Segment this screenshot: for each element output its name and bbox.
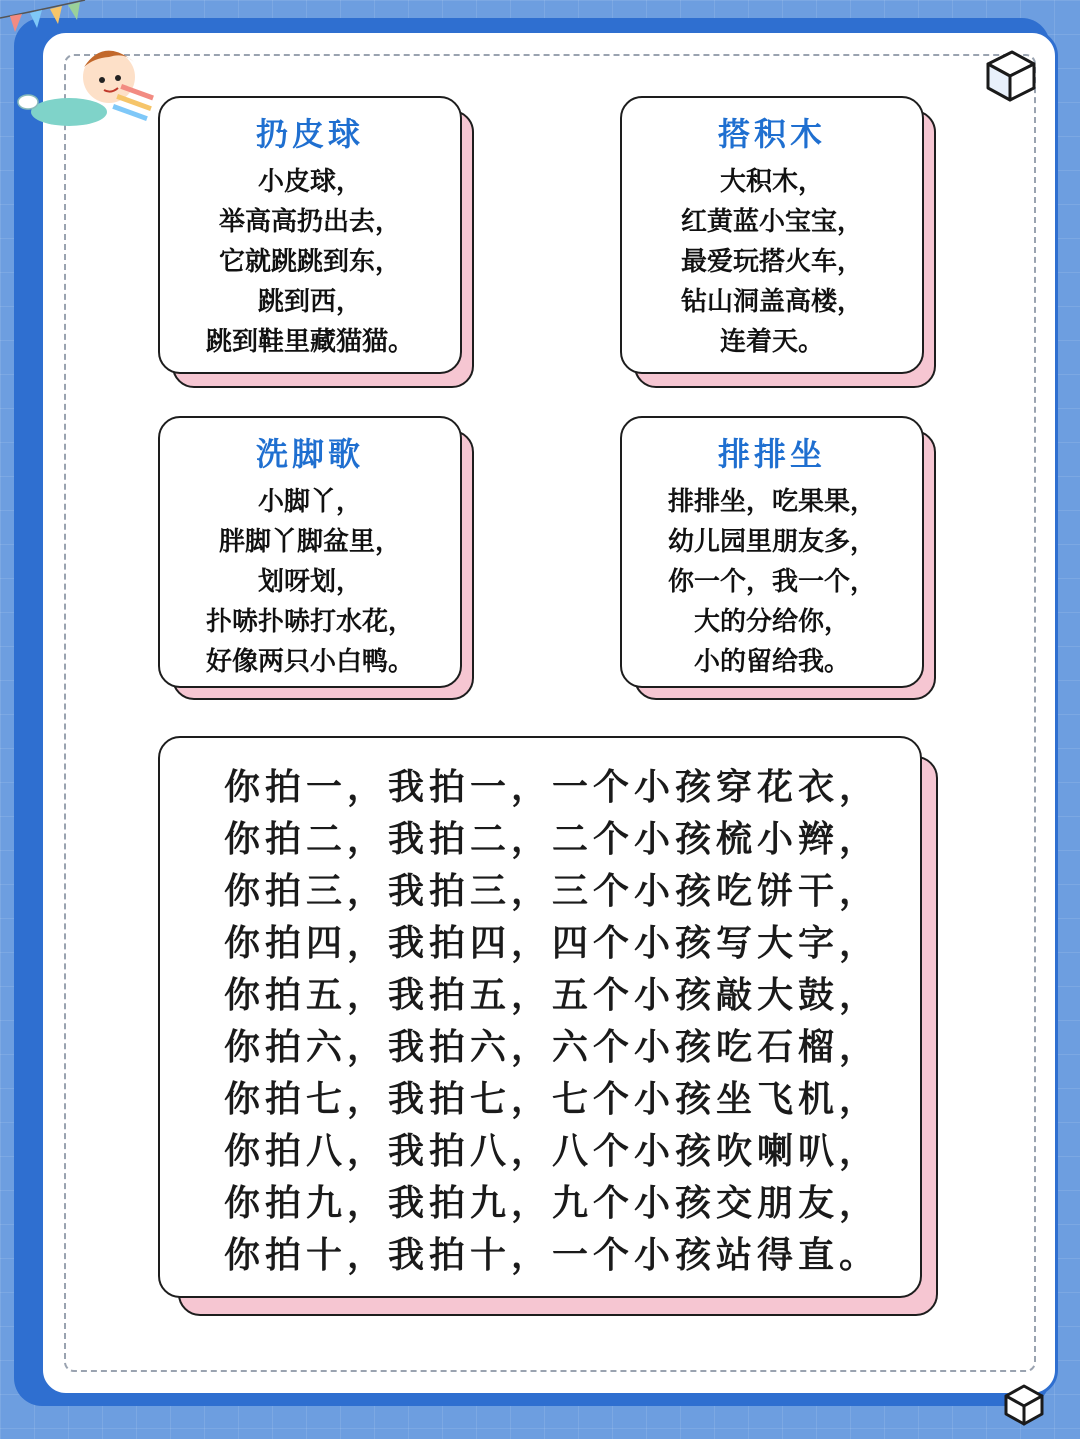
song-line: 你拍五，我拍五，五个小孩敲大鼓，: [224, 975, 881, 1016]
song-line: 你拍十，我拍十，一个小孩站得直。: [224, 1235, 881, 1276]
cube-icon-bottom: [1000, 1380, 1050, 1430]
poem-line: 划呀划，: [257, 567, 362, 597]
poem-line: 它就跳跳到东，: [218, 247, 401, 277]
poem-title: 扔皮球: [255, 115, 364, 153]
child-illustration: [14, 22, 164, 132]
poem-card-2: [620, 96, 924, 374]
poem-line: 大积木，: [719, 167, 824, 197]
cube-icon-top: [980, 44, 1040, 104]
poem-title: 搭积木: [717, 115, 826, 153]
poem-card-4: [620, 416, 924, 688]
poem-line: 跳到鞋里藏猫猫。: [205, 327, 414, 357]
song-line: 你拍六，我拍六，六个小孩吃石榴，: [224, 1027, 881, 1068]
poem-line: 大的分给你，: [693, 607, 850, 637]
poem-title: 洗脚歌: [255, 435, 364, 473]
poem-line: 幼儿园里朋友多，: [667, 527, 876, 557]
poem-line: 钻山洞盖高楼，: [680, 287, 863, 317]
poem-line: 最爱玩搭火车，: [680, 247, 863, 277]
song-line: 你拍二，我拍二，二个小孩梳小辫，: [224, 819, 881, 860]
poem-title: 排排坐: [717, 435, 826, 473]
poem-line: 排排坐，吃果果，: [667, 487, 876, 517]
poem-line: 红黄蓝小宝宝，: [680, 207, 863, 237]
song-line: 你拍三，我拍三，三个小孩吃饼干，: [224, 871, 881, 912]
poem-line: 好像两只小白鸭。: [205, 647, 414, 677]
poem-line: 连着天。: [719, 327, 824, 357]
poem-line: 胖脚丫脚盆里，: [218, 527, 401, 557]
song-line: 你拍九，我拍九，九个小孩交朋友，: [224, 1183, 881, 1224]
song-line: 你拍四，我拍四，四个小孩写大字，: [224, 923, 881, 964]
poem-card-3: [158, 416, 462, 688]
poem-line: 你一个，我一个，: [667, 567, 876, 597]
poem-line: 扑哧扑哧打水花，: [205, 607, 414, 637]
poem-line: 跳到西，: [257, 287, 362, 317]
clapping-song-card: [158, 736, 922, 1298]
song-line: 你拍一，我拍一，一个小孩穿花衣，: [224, 767, 881, 808]
poem-line: 小的留给我。: [693, 647, 850, 677]
poem-line: 小脚丫，: [257, 487, 362, 517]
song-line: 你拍八，我拍八，八个小孩吹喇叭，: [224, 1131, 881, 1172]
poem-card-1: [158, 96, 462, 374]
poem-line: 小皮球，: [257, 167, 362, 197]
song-line: 你拍七，我拍七，七个小孩坐飞机，: [224, 1079, 881, 1120]
poem-line: 举高高扔出去，: [218, 207, 401, 237]
